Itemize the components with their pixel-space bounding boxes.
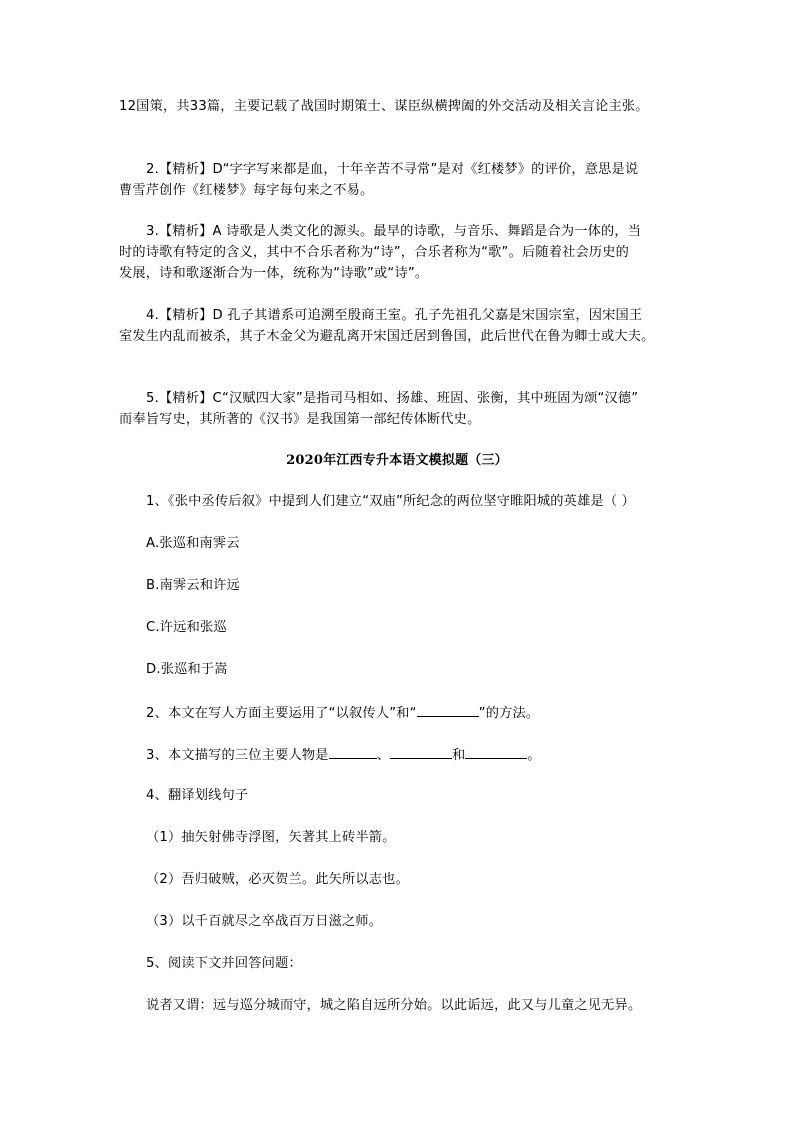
question-1-stem: 1、《张中丞传后叙》中提到人们建立“双庙”所纪念的两位坚守睢阳城的英雄是（ ） [146,494,636,509]
question-2 [146,702,539,724]
question-3-before: 3、本文描写的三位主要人物是 [146,748,329,763]
answer-5-line-1: 5.【精析】C“汉赋四大家”是指司马相如、扬雄、班固、张衡，其中班固为颂“汉德” [146,391,639,406]
intro-line: 12国策，共33篇，主要记载了战国时期策士、谋臣纵横捭阖的外交活动及相关言论主张。 [119,99,649,114]
question-5-passage: 说者又谓：远与巡分城而守，城之陷自远所分始。以此诟远，此又与儿童之见无异。 [146,998,642,1013]
question-3-sep-1: 、 [376,748,391,763]
question-3-after: 。 [527,748,541,763]
question-1-option-a: A.张巡和南霁云 [146,536,240,551]
answer-4-line-1: 4.【精析】D 孔子其谱系可追溯至殷商王室。孔子先祖孔父嘉是宋国宗室，因宋国王 [146,308,643,323]
answer-5-line-2: 而奉旨写史，其所著的《汉书》是我国第一部纪传体断代史。 [119,412,481,427]
answer-2-line-1: 2.【精析】D“字字写来都是血，十年辛苦不寻常”是对《红楼梦》的评价，意思是说 [146,162,639,177]
question-1-option-d: D.张巡和于嵩 [146,662,228,677]
answer-3-line-3: 发展，诗和歌逐渐合为一体，统称为“诗歌”或“诗”。 [119,266,429,281]
question-4-item-1: （1）抽矢射佛寺浮图，矢著其上砖半箭。 [146,830,396,845]
question-5-stem: 5、阅读下文并回答问题： [146,956,302,971]
question-2-blank[interactable] [417,702,479,717]
exam-title: 2020年江西专升本语文模拟题（三） [286,453,508,468]
question-1-option-b: B.南霁云和许远 [146,578,240,593]
answer-3-line-1: 3.【精析】A 诗歌是人类文化的源头。最早的诗歌，与音乐、舞蹈是合为一体的，当 [146,224,642,239]
question-2-before: 2、本文在写人方面主要运用了“以叙传人”和“ [146,706,417,721]
question-4-stem: 4、翻译划线句子 [146,788,249,803]
answer-2-line-2: 曹雪芹创作《红楼梦》每字每句来之不易。 [119,183,374,198]
question-1-option-c: C.许远和张巡 [146,620,227,635]
question-3-blank-1[interactable] [329,744,377,759]
question-2-after: ”的方法。 [478,706,540,721]
question-4-item-2: （2）吾归破贼，必灭贺兰。此矢所以志也。 [146,872,409,887]
question-4-item-3: （3）以千百就尽之卒战百万日滋之师。 [146,914,383,929]
answer-3-line-2: 时的诗歌有特定的含义，其中不合乐者称为“诗”，合乐者称为“歌”。后随着社会历史的 [119,245,630,260]
question-3-blank-3[interactable] [465,744,527,759]
question-3 [146,744,541,766]
answer-4-line-2: 室发生内乱而被杀，其子木金父为避乱离开宋国迁居到鲁国，此后世代在鲁为卿士或大夫。 [119,329,655,344]
question-3-sep-2: 和 [452,748,466,763]
question-3-blank-2[interactable] [390,744,452,759]
